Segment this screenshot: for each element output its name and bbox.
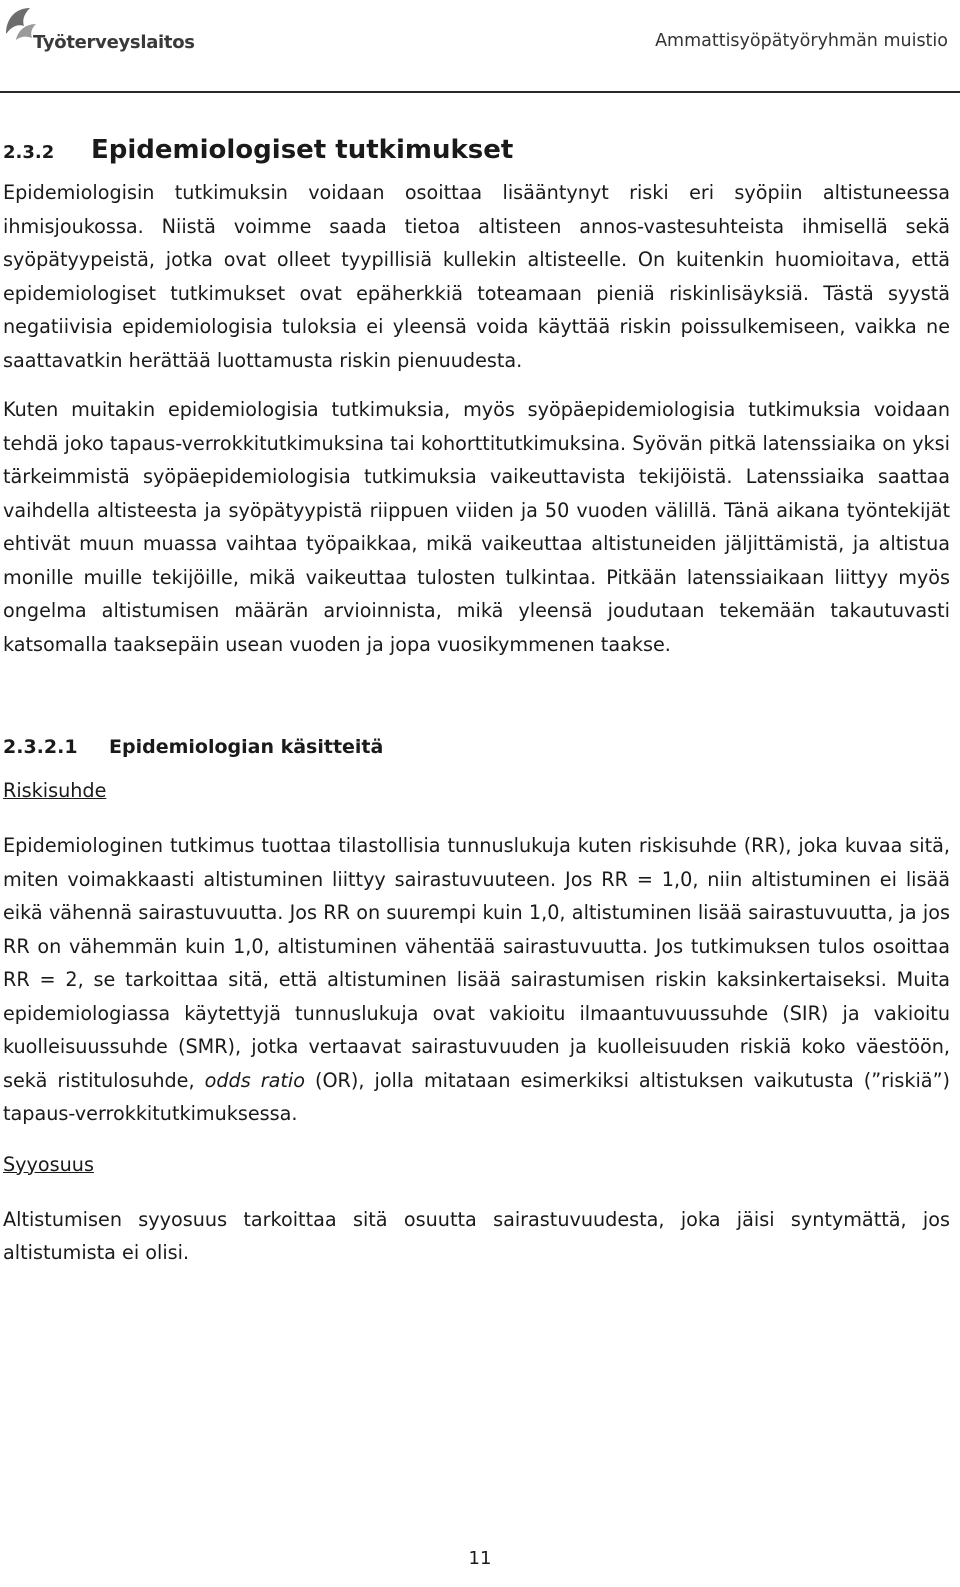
- section-title: Epidemiologiset tutkimukset: [91, 135, 514, 165]
- subsection-heading: [3, 727, 950, 771]
- section-number: 2.3.2: [3, 142, 55, 163]
- term-heading-causality: Syyosuus: [3, 1152, 94, 1176]
- logo-text: Työterveyslaitos: [33, 32, 195, 53]
- term-heading-risk-ratio: Riskisuhde: [3, 779, 107, 802]
- text-run: (OR), jolla mitataan esimerkiksi altistuksen vaikutusta (”riskiä”) tapaus-verrokkitutkimuksessa.: [3, 1068, 950, 1125]
- document-body: [3, 128, 950, 1270]
- text-run: Epidemiologinen tutkimus tuottaa tilastollisia tunnuslukuja kuten riskisuhde (RR), joka kuvaa sitä, miten voimakkaasti altistuminen liittyy sairastuvuuteen. Jos RR = 1,0, niin altistuminen ei lisää eikä vähennä sairastuvuutta. Jos RR on suurempi kuin 1,0, altistuminen lisää sairastuvuutta, ja jos RR on vähemmän kuin 1,0, altistuminen vähentää sairastuvuutta. Jos tutkimuksen tulos osoittaa RR = 2, se tarkoittaa sitä, että altistuminen lisää sairastumisen riskin kaksinkertaiseksi. Muita epidemiologiassa käytettyjä tunnuslukuja ovat vakioitu ilmaantuvuussuhde (SIR) ja vakioitu kuolleisuussuhde (SMR), jotka vertaavat sairastuvuuden ja kuolleisuuden riskiä koko väestöön, sekä ristitulosuhde,: [3, 834, 950, 1092]
- causality-paragraph: Altistumisen syyosuus tarkoittaa sitä osuutta sairastuvuudesta, joka jäisi syntymättä, jos altistumista ei olisi.: [3, 1207, 950, 1264]
- subsection-title: Epidemiologian käsitteitä: [109, 736, 384, 758]
- document-title: Ammattisyöpätyöryhmän muistio: [655, 31, 948, 51]
- paragraph: Epidemiologisin tutkimuksin voidaan osoittaa lisääntynyt riski eri syöpiin altistuneessa ihmisjoukossa. Niistä voimme saada tietoa altisteen annos-vastesuhteista ihmisellä sekä syöpätyypeistä, jotka ovat olleet tyypillisiä kullekin altisteelle. On kuitenkin huomioitava, että epidemiologiset tutkimukset ovat epäherkkiä toteamaan pieniä riskinlisäyksiä. Tästä syystä negatiivisia epidemiologisia tuloksia ei yleensä voida käyttää riskin poissulkemiseen, vaikka ne saattavatkin herättää luottamusta riskin pienuudesta.: [3, 181, 950, 372]
- header-divider: [0, 91, 960, 93]
- subsection-number: 2.3.2.1: [3, 736, 78, 758]
- page-number: 11: [468, 1548, 492, 1569]
- logo: [2, 4, 195, 58]
- paragraph: Kuten muitakin epidemiologisia tutkimuksia, myös syöpäepidemiologisia tutkimuksia voidaan tehdä joko tapaus-verrokkitutkimuksina tai kohorttitutkimuksina. Syövän pitkä latenssiaika on yksi tärkeimmistä syöpäepidemiologisia tutkimuksia vaikeuttavista tekijöistä. Latenssiaika saattaa vaihdella altisteesta ja syöpätyypistä riippuen viiden ja 50 vuoden välillä. Tänä aikana työntekijät ehtivät muun muassa vaihtaa työpaikkaa, mikä vaikeuttaa altistuneiden jäljittämistä, ja altistua monille muille tekijöille, mikä vaikeuttaa tulosten tulkintaa. Pitkään latenssiaikaan liittyy myös ongelma altistumisen määrän arvioinnista, mikä yleensä joudutaan tekemään takautuvasti katsomalla taaksepäin usean vuoden ja jopa vuosikymmenen taakse.: [3, 398, 950, 656]
- section-heading: [3, 128, 950, 176]
- risk-ratio-paragraph: [3, 829, 950, 1131]
- italic-term: odds ratio: [204, 1068, 305, 1092]
- page-header: [0, 0, 960, 80]
